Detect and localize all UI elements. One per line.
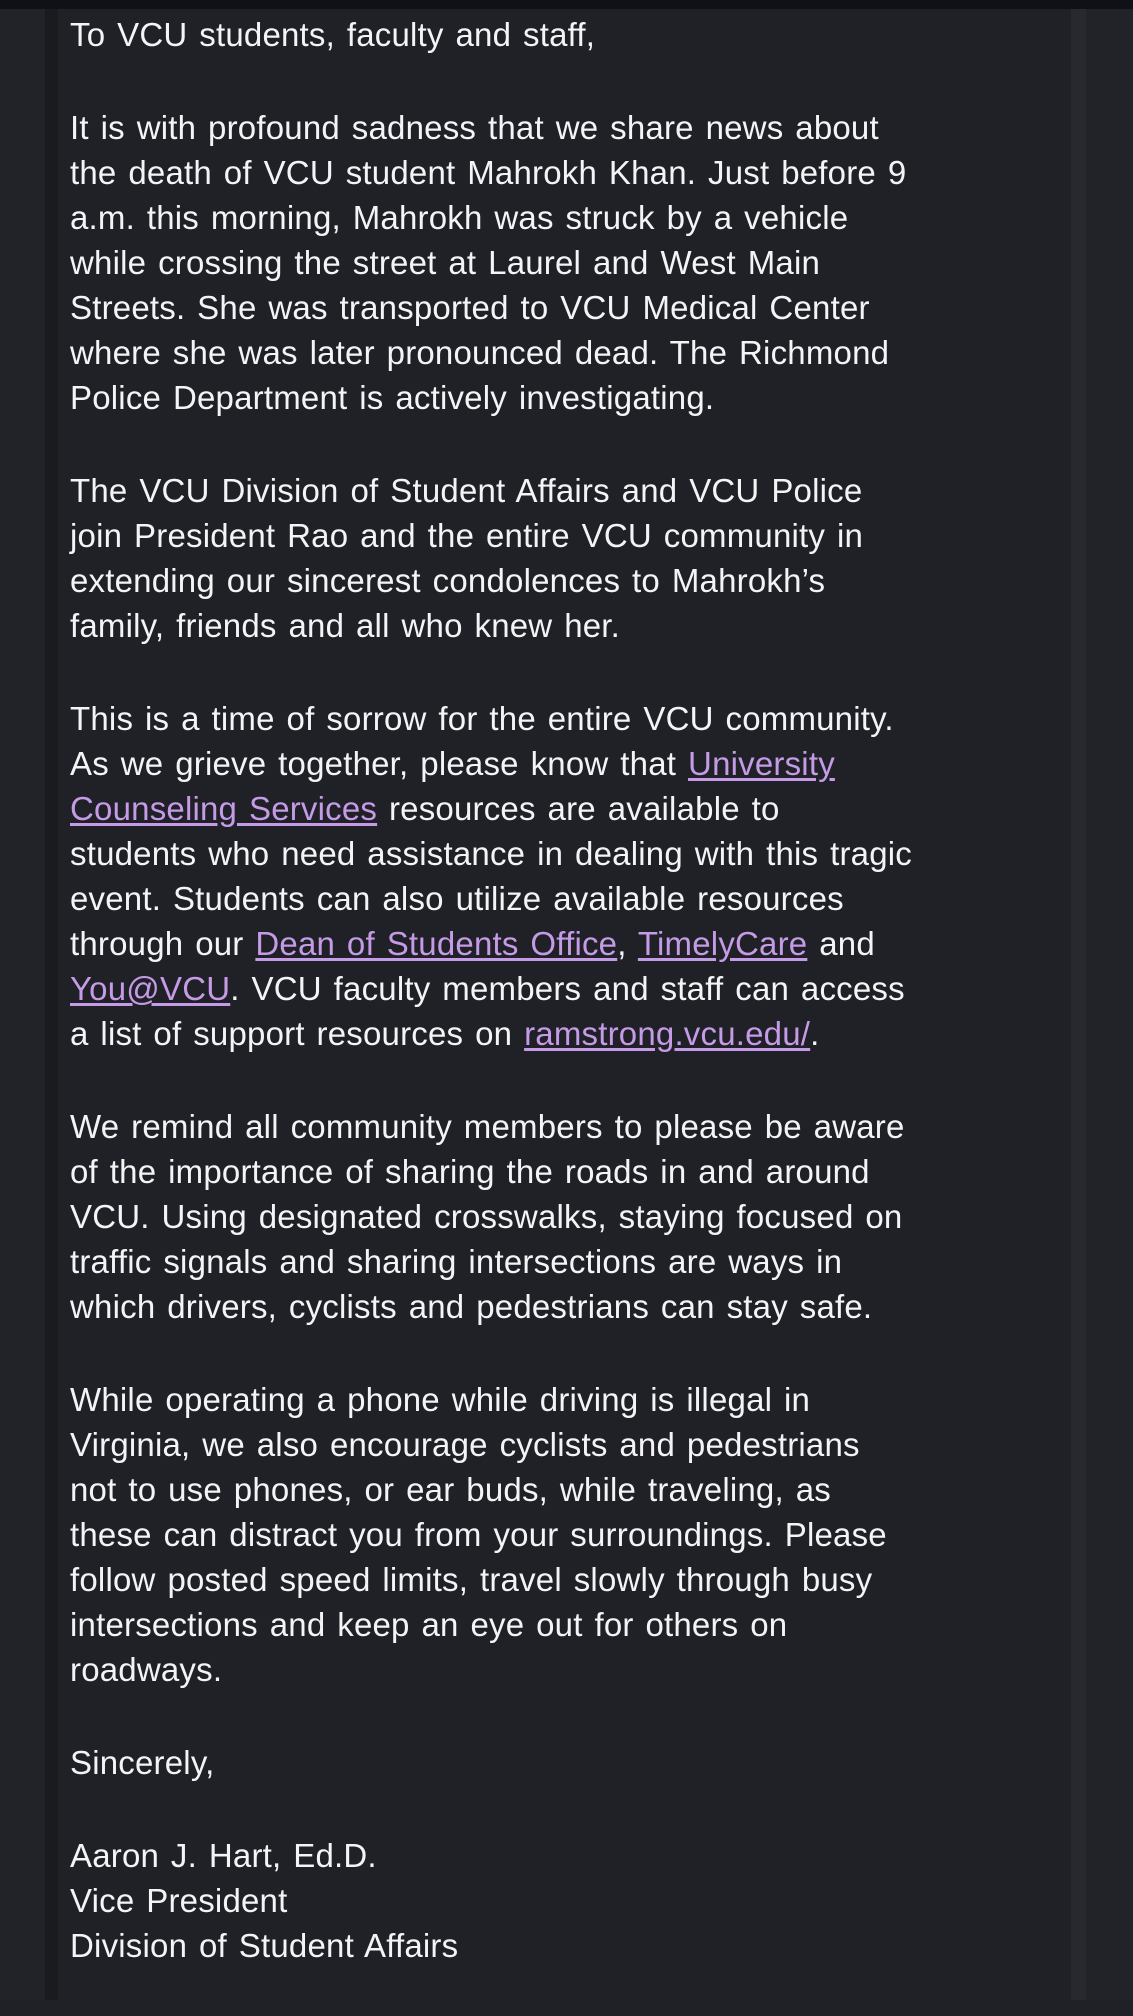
body-line — [70, 876, 1070, 921]
body-text-run: a.m. this morning, Mahrokh was struck by a vehicle — [70, 199, 849, 236]
body-text-run: Virginia, we also encourage cyclists and pedestrians — [70, 1426, 860, 1463]
paragraph — [70, 1740, 1070, 1785]
link-you-vcu[interactable]: You@VCU — [70, 970, 231, 1007]
body-text-run: VCU. Using designated crosswalks, staying focused on — [70, 1198, 903, 1235]
paragraph — [70, 105, 1070, 420]
body-line — [70, 285, 1070, 330]
body-text-run: event. Students can also utilize available resources — [70, 880, 844, 917]
body-line — [70, 1923, 1070, 1968]
body-text-run: not to use phones, or ear buds, while traveling, as — [70, 1471, 831, 1508]
body-line — [70, 513, 1070, 558]
body-text-run: Division of Student Affairs — [70, 1927, 459, 1964]
body-text-run: follow posted speed limits, travel slowly through busy — [70, 1561, 873, 1598]
body-text-run: resources are available to — [377, 790, 780, 827]
body-line — [70, 330, 1070, 375]
body-line — [70, 195, 1070, 240]
body-line — [70, 1647, 1070, 1692]
body-line — [70, 921, 1070, 966]
body-text-run: traffic signals and sharing intersections are ways in — [70, 1243, 843, 1280]
right-divider — [1071, 9, 1086, 2000]
body-text-run: intersections and keep an eye out for others on — [70, 1606, 788, 1643]
body-line — [70, 1512, 1070, 1557]
email-body-text — [70, 12, 1070, 2016]
top-edge-bar — [0, 0, 1133, 9]
left-divider — [45, 9, 58, 2000]
body-line — [70, 966, 1070, 1011]
paragraph — [70, 12, 1070, 57]
body-text-run: Streets. She was transported to VCU Medical Center — [70, 289, 870, 326]
paragraph — [70, 1377, 1070, 1692]
paragraph — [70, 696, 1070, 1056]
body-text-run: We remind all community members to please be aware — [70, 1108, 905, 1145]
body-line — [70, 603, 1070, 648]
body-text-run: through our — [70, 925, 256, 962]
body-text-run: roadways. — [70, 1651, 223, 1688]
body-line — [70, 105, 1070, 150]
body-text-run: students who need assistance in dealing with this tragic — [70, 835, 913, 872]
body-text-run: and — [807, 925, 875, 962]
body-text-run: Sincerely, — [70, 1744, 215, 1781]
body-text-run: a list of support resources on — [70, 1015, 525, 1052]
body-line — [70, 1422, 1070, 1467]
body-line — [70, 240, 1070, 285]
body-line — [70, 1557, 1070, 1602]
body-text-run: The VCU Division of Student Affairs and VCU Police — [70, 472, 863, 509]
body-line — [70, 1377, 1070, 1422]
link-timelycare[interactable]: TimelyCare — [637, 925, 808, 962]
body-text-run: . VCU faculty members and staff can access — [230, 970, 905, 1007]
body-text-run: family, friends and all who knew her. — [70, 607, 621, 644]
body-text-run: Aaron J. Hart, Ed.D. — [70, 1837, 377, 1874]
body-text-run: Vice President — [70, 1882, 288, 1919]
body-line — [70, 786, 1070, 831]
body-text-run: extending our sincerest condolences to Mahrokh’s — [70, 562, 826, 599]
body-text-run: To VCU students, faculty and staff, — [70, 16, 596, 53]
body-line — [70, 12, 1070, 57]
body-text-run: Police Department is actively investigating. — [70, 379, 715, 416]
body-line — [70, 150, 1070, 195]
body-text-run: While operating a phone while driving is illegal in — [70, 1381, 811, 1418]
body-line — [70, 696, 1070, 741]
body-line — [70, 1104, 1070, 1149]
paragraph — [70, 1833, 1070, 1968]
body-text-run: which drivers, cyclists and pedestrians can stay safe. — [70, 1288, 873, 1325]
body-text-run: where she was later pronounced dead. The Richmond — [70, 334, 890, 371]
body-line — [70, 1239, 1070, 1284]
link-counseling-services[interactable]: Counseling Services — [70, 790, 378, 827]
body-text-run: . — [810, 1015, 820, 1052]
link-ramstrong-vcu-edu[interactable]: ramstrong.vcu.edu/ — [524, 1015, 811, 1052]
link-dean-of-students-office[interactable]: Dean of Students Office — [255, 925, 618, 962]
left-gutter — [0, 9, 45, 2000]
body-text-run: these can distract you from your surroundings. Please — [70, 1516, 887, 1553]
body-line — [70, 831, 1070, 876]
right-gutter — [1086, 9, 1133, 2000]
body-line — [70, 375, 1070, 420]
body-line — [70, 1740, 1070, 1785]
body-line — [70, 1149, 1070, 1194]
body-line — [70, 1284, 1070, 1329]
body-line — [70, 741, 1070, 786]
body-text-run: As we grieve together, please know that — [70, 745, 689, 782]
link-university[interactable]: University — [688, 745, 835, 782]
body-text-run: , — [617, 925, 638, 962]
paragraph — [70, 1104, 1070, 1329]
body-text-run: This is a time of sorrow for the entire VCU community. — [70, 700, 894, 737]
body-line — [70, 1467, 1070, 1512]
body-line — [70, 1878, 1070, 1923]
body-text-run: join President Rao and the entire VCU community in — [70, 517, 864, 554]
body-line — [70, 1194, 1070, 1239]
paragraph — [70, 468, 1070, 648]
body-line — [70, 1833, 1070, 1878]
body-line — [70, 558, 1070, 603]
body-line — [70, 1602, 1070, 1647]
body-text-run: the death of VCU student Mahrokh Khan. Just before 9 — [70, 154, 907, 191]
body-text-run: of the importance of sharing the roads in and around — [70, 1153, 870, 1190]
body-text-run: It is with profound sadness that we share news about — [70, 109, 879, 146]
body-line — [70, 468, 1070, 513]
body-line — [70, 1011, 1070, 1056]
body-text-run: while crossing the street at Laurel and West Main — [70, 244, 821, 281]
